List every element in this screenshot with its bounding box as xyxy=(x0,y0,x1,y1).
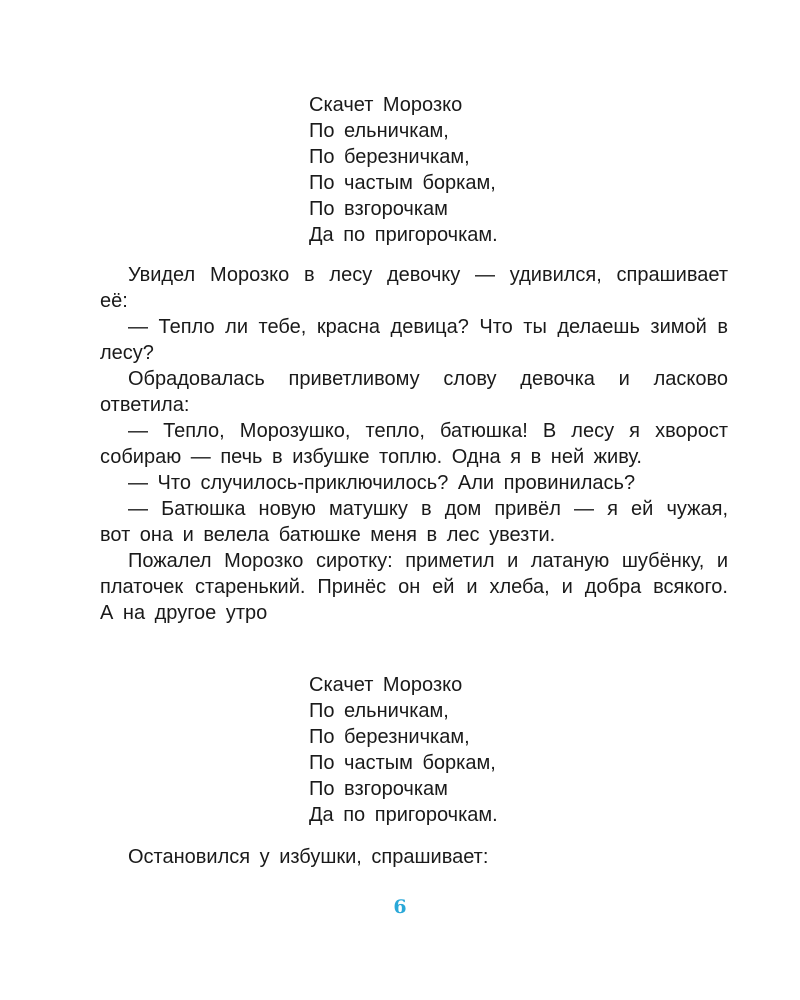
verse-block xyxy=(309,92,498,248)
dialogue-paragraph: — Тепло ли тебе, красна девица? Что ты делаешь зимой в лесу? xyxy=(100,316,728,364)
page-number: 6 xyxy=(393,896,407,918)
prose-block xyxy=(100,262,728,626)
paragraph: Увидел Морозко в лесу девочку — удивился, спрашивает её: xyxy=(100,264,728,312)
verse-block xyxy=(309,672,498,828)
verse-line: По березничкам, xyxy=(309,726,470,748)
dialogue-paragraph: — Тепло, Морозушко, тепло, батюшка! В лесу я хворост собираю — печь в избушке топлю. Одна я в ней живу. xyxy=(100,420,728,468)
verse-line: По березничкам, xyxy=(309,146,470,168)
verse-line: По взгорочкам xyxy=(309,198,448,220)
verse-line: Скачет Морозко xyxy=(309,674,463,696)
verse-line: По частым боркам, xyxy=(309,752,496,774)
verse-line: По взгорочкам xyxy=(309,778,448,800)
closing-paragraph: Остановился у избушки, спрашивает: xyxy=(128,846,489,868)
paragraph: Пожалел Морозко сиротку: приметил и латаную шубёнку, и платочек старенький. Принёс он ей и хлеба, и добра всякого. А на другое утро xyxy=(100,550,728,624)
dialogue-paragraph: — Что случилось-приключилось? Али провинилась? xyxy=(128,472,636,494)
verse-line: Скачет Морозко xyxy=(309,94,463,116)
verse-line: Да по пригорочкам. xyxy=(309,804,498,826)
verse-line: По частым боркам, xyxy=(309,172,496,194)
dialogue-paragraph: — Батюшка новую матушку в дом привёл — я ей чужая, вот она и велела батюшке меня в лес увезти. xyxy=(100,498,728,546)
verse-line: Да по пригорочкам. xyxy=(309,224,498,246)
verse-line: По ельничкам, xyxy=(309,120,449,142)
paragraph: Обрадовалась приветливому слову девочка и ласково ответила: xyxy=(100,368,728,416)
verse-line: По ельничкам, xyxy=(309,700,449,722)
